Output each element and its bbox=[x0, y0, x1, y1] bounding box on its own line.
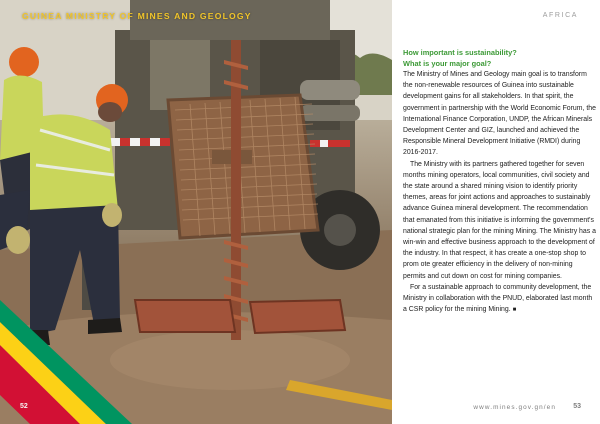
paragraph-3-container bbox=[403, 282, 597, 317]
page-number-left: 52 bbox=[20, 403, 28, 410]
article-text-page bbox=[392, 0, 600, 424]
magazine-section-header: GUINEA MINISTRY OF MINES AND GEOLOGY bbox=[22, 11, 252, 21]
paragraph-1: The Ministry of Mines and Geology main goal is to transform the non-renewable resources of Guinea into sustainable development gains for all stakeholders. In that spirit, the government in partnership with the World Economic Forum, the International Finance Corporation, UNDP, the African Minerals Development Center and GIZ, launched and achieved the Responsible Mineral Development Initiative (RMDI) during 2016-2017. bbox=[403, 71, 596, 157]
paragraph-3: For a sustainable approach to community development, the Ministry in collaboration with the PNUD, elaborated last month a CSR policy for the mining Mining. bbox=[403, 283, 593, 314]
article-body bbox=[403, 69, 597, 316]
paragraph-2: The Ministry with its partners gathered together for seven months mining operators, local communities, civil society and the state around a shared mining vision to identify priority themes, areas for joint actions and approaches to sustainably advance Guinea mineral development. The recommendation that emanated from this initiative is informing the government's national strategic plan for the mining Mining. The Ministry has a win-win and effective business approach to the development of the industry. In that respect, it has create a one-stop shop to prom ote greater efficiency in the delivery of non-mining permits and cut down on cost for mining companies. bbox=[403, 160, 596, 280]
end-of-article-mark: ■ bbox=[512, 307, 517, 314]
region-header: AFRICA bbox=[542, 12, 578, 19]
question-line-2: What is your major goal? bbox=[403, 59, 492, 69]
question-line-1: How important is sustainability? bbox=[403, 48, 517, 57]
interview-question bbox=[403, 47, 595, 69]
footer-website-link[interactable]: www.mines.gov.gn/en bbox=[473, 404, 556, 411]
page-number-right: 53 bbox=[573, 403, 581, 410]
